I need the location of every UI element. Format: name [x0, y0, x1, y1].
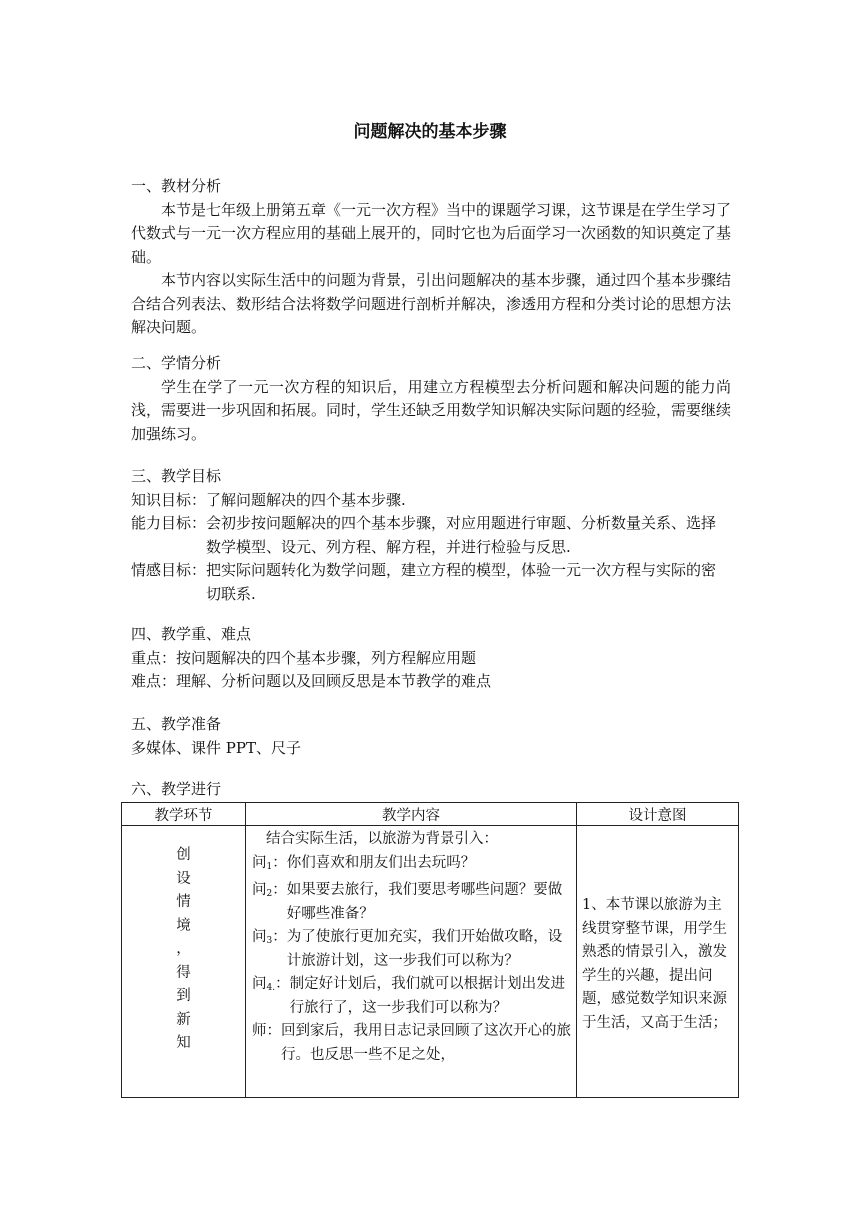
question-number: 1 — [266, 861, 273, 872]
section-process — [131, 778, 731, 802]
question-label: 问$_3$： — [252, 929, 287, 946]
section-prep — [131, 713, 731, 760]
difficult-point: 难点：理解、分析问题以及回顾反思是本节教学的难点 — [131, 672, 492, 690]
goal-label: 知识目标： — [131, 490, 207, 509]
question-number: 3 — [266, 936, 273, 946]
question-number: 2 — [266, 889, 273, 899]
section-students — [131, 352, 731, 446]
teacher-label: 师： — [252, 1023, 281, 1039]
goal-text: 把实际问题转化为数学问题，建立方程的模型，体验一元一次方程与实际的密切联系. — [206, 561, 717, 603]
section-keypoints — [131, 623, 731, 694]
key-point: 重点：按问题解决的四个基本步骤，列方程解应用题 — [131, 648, 477, 667]
section-heading: 六、教学进行 — [131, 780, 222, 798]
goal-label: 情感目标： — [131, 561, 207, 579]
section-heading: 二、学情分析 — [131, 354, 222, 372]
question-text: 为了使旅行更加充实，我们开始做攻略，设计旅游计划，这一步我们可以称为？ — [286, 929, 563, 969]
lesson-table — [121, 802, 739, 1098]
stage-char: 新 — [176, 1011, 191, 1028]
section-materials — [131, 175, 731, 340]
section-heading: 一、教材分析 — [131, 177, 222, 195]
content-intro: 结合实际生活，以旅游为背景引入： — [266, 831, 498, 847]
table-row — [122, 826, 739, 1098]
stage-char: ， — [176, 941, 191, 957]
question-label: 问$_{4.}$： — [252, 976, 290, 993]
stage-cell — [122, 826, 246, 1098]
document-title: 问题解决的基本步骤 — [353, 122, 507, 142]
stage-char: 创 — [176, 847, 191, 863]
goal-ability — [131, 512, 731, 559]
stage-char: 知 — [176, 1035, 191, 1051]
goal-label: 能力目标： — [131, 514, 207, 532]
intent-text: 1、本节课以旅游为主线贯穿整节课，用学生熟悉的情景引入，激发学生的兴趣，提出问题，感觉数学知识来源于生活，又高于生活； — [582, 897, 727, 1031]
question-number: 4. — [266, 983, 276, 993]
header-content: 教学内容 — [246, 803, 577, 826]
question-label: 问$_2$： — [252, 882, 287, 899]
intent-cell — [577, 826, 739, 1098]
section-heading: 四、教学重、难点 — [131, 625, 252, 643]
paragraph: 本节内容以实际生活中的问题为背景，引出问题解决的基本步骤，通过四个基本步骤结合结合列表法、数形结合法将数学问题进行剖析并解决，渗透用方程和分类讨论的思想方法解决问题。 — [131, 271, 732, 336]
stage-char: 设 — [176, 870, 191, 887]
stage-char: 到 — [176, 988, 191, 1004]
paragraph: 学生在学了一元一次方程的知识后，用建立方程模型去分析问题和解决问题的能力尚浅，需要进一步巩固和拓展。同时，学生还缺乏用数学知识解决实际问题的经验，需要继续加强练习。 — [131, 377, 732, 443]
header-intent: 设计意图 — [577, 803, 739, 826]
prep-line: 多媒体、课件 PPT、尺子 — [131, 738, 301, 757]
section-goals — [131, 465, 731, 606]
question-text: 如果要去旅行，我们要思考哪些问题？要做好哪些准备？ — [286, 882, 563, 922]
goal-text: 了解问题解决的四个基本步骤. — [206, 490, 406, 509]
stage-char: 情 — [176, 894, 191, 910]
section-heading: 三、教学目标 — [131, 467, 222, 485]
table-header-row — [122, 803, 739, 826]
teacher-text: 回到家后，我用日志记录回顾了这次开心的旅行。也反思一些不足之处， — [281, 1023, 571, 1063]
stage-char: 得 — [176, 964, 191, 981]
question-text: 你们喜欢和朋友们出去玩吗？ — [286, 854, 476, 871]
question-1 — [252, 852, 572, 880]
goal-knowledge — [131, 489, 731, 513]
paragraph: 本节是七年级上册第五章《一元一次方程》当中的课题学习课，这节课是在学生学习了代数式与一元一次方程应用的基础上展开的，同时它也为后面学习一次函数的知识奠定了基础。 — [131, 200, 732, 266]
header-stage: 教学环节 — [122, 803, 246, 826]
teacher-remark — [252, 1020, 572, 1067]
goal-text: 会初步按问题解决的四个基本步骤，对应用题进行审题、分析数量关系、选择数学模型、设元、列方程、解方程，并进行检验与反思. — [206, 514, 717, 556]
question-label: 问$_1$： — [252, 854, 287, 872]
question-4 — [252, 973, 572, 1020]
question-3 — [252, 926, 572, 973]
goal-emotion — [131, 559, 731, 606]
content-cell — [246, 826, 577, 1098]
section-heading: 五、教学准备 — [131, 715, 222, 733]
question-text: 制定好计划后，我们就可以根据计划出发进行旅行了，这一步我们可以称为？ — [289, 976, 566, 1016]
question-2 — [252, 879, 572, 926]
stage-char: 境 — [176, 917, 191, 934]
